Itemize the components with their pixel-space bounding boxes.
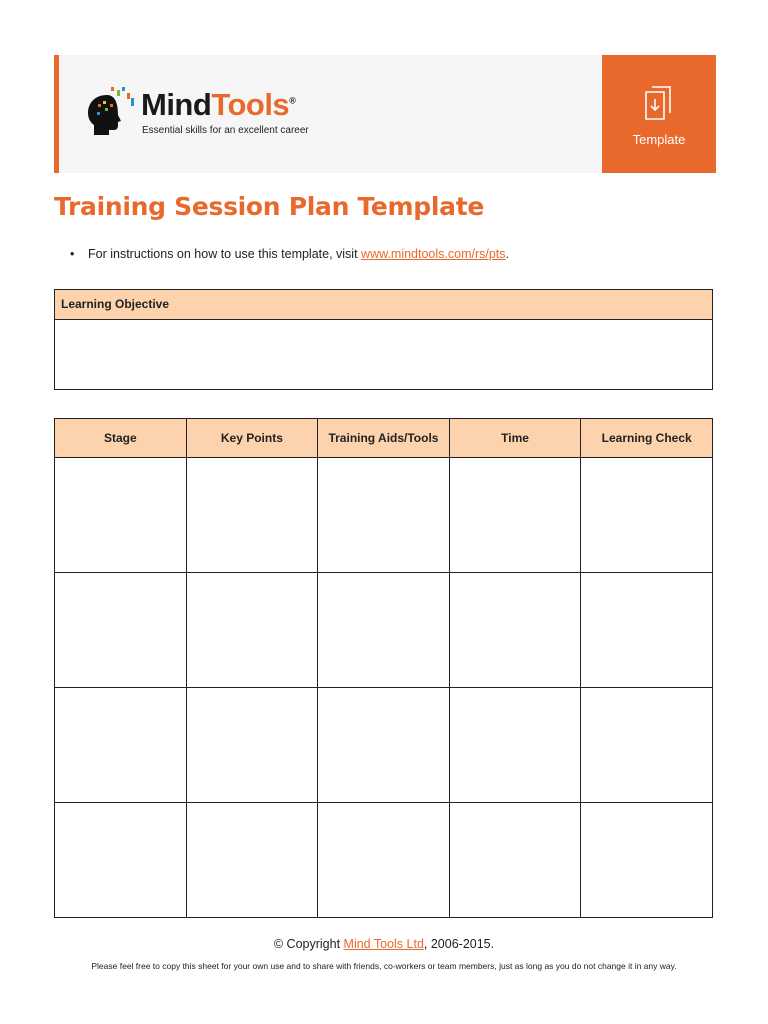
table-row — [55, 573, 713, 688]
table-cell[interactable] — [449, 803, 581, 918]
table-cell[interactable] — [55, 803, 187, 918]
table-row — [55, 803, 713, 918]
copyright-link[interactable]: Mind Tools Ltd — [343, 937, 424, 951]
learning-objective-box — [54, 289, 713, 390]
instructions-link[interactable]: www.mindtools.com/rs/pts — [361, 247, 506, 261]
column-header-key-points: Key Points — [186, 419, 318, 458]
table-cell[interactable] — [186, 573, 318, 688]
column-header-stage: Stage — [55, 419, 187, 458]
table-header-row — [55, 419, 713, 458]
logo-tagline: Essential skills for an excellent career — [142, 125, 309, 136]
copyright-prefix: © Copyright — [273, 937, 344, 951]
table-cell[interactable] — [186, 688, 318, 803]
copyright-line — [0, 937, 768, 951]
table-cell[interactable] — [318, 803, 450, 918]
page-header — [54, 55, 716, 173]
table-cell[interactable] — [186, 803, 318, 918]
table-cell[interactable] — [318, 688, 450, 803]
table-cell[interactable] — [581, 688, 713, 803]
learning-objective-heading: Learning Objective — [55, 290, 712, 320]
table-cell[interactable] — [581, 573, 713, 688]
column-header-learning-check: Learning Check — [581, 419, 713, 458]
table-cell[interactable] — [449, 573, 581, 688]
table-cell[interactable] — [449, 688, 581, 803]
head-silhouette-icon — [85, 87, 137, 137]
learning-objective-field[interactable] — [55, 320, 712, 390]
table-cell[interactable] — [186, 458, 318, 573]
template-badge — [602, 55, 716, 173]
badge-label: Template — [632, 132, 686, 147]
page-title: Training Session Plan Template — [54, 192, 485, 221]
instructions-suffix: . — [505, 247, 510, 261]
table-cell[interactable] — [449, 458, 581, 573]
column-header-training-aids: Training Aids/Tools — [318, 419, 450, 458]
table-cell[interactable] — [55, 458, 187, 573]
table-row — [55, 688, 713, 803]
document-download-icon — [640, 83, 678, 121]
session-plan-table — [54, 418, 713, 918]
table-cell[interactable] — [318, 458, 450, 573]
table-cell[interactable] — [581, 803, 713, 918]
table-cell[interactable] — [318, 573, 450, 688]
table-cell[interactable] — [55, 573, 187, 688]
table-cell[interactable] — [55, 688, 187, 803]
bullet: • — [70, 247, 75, 261]
table-row — [55, 458, 713, 573]
instructions-line — [70, 247, 509, 261]
usage-note: Please feel free to copy this sheet for your own use and to share with friends, co-workers or team members, just as long as you do not change it in any way. — [91, 961, 677, 971]
logo-wordmark: MindTools® — [141, 87, 296, 122]
instructions-text: For instructions on how to use this template, visit — [88, 247, 362, 261]
copyright-suffix: , 2006-2015. — [423, 937, 495, 951]
mindtools-logo[interactable] — [85, 83, 315, 143]
column-header-time: Time — [449, 419, 581, 458]
table-cell[interactable] — [581, 458, 713, 573]
